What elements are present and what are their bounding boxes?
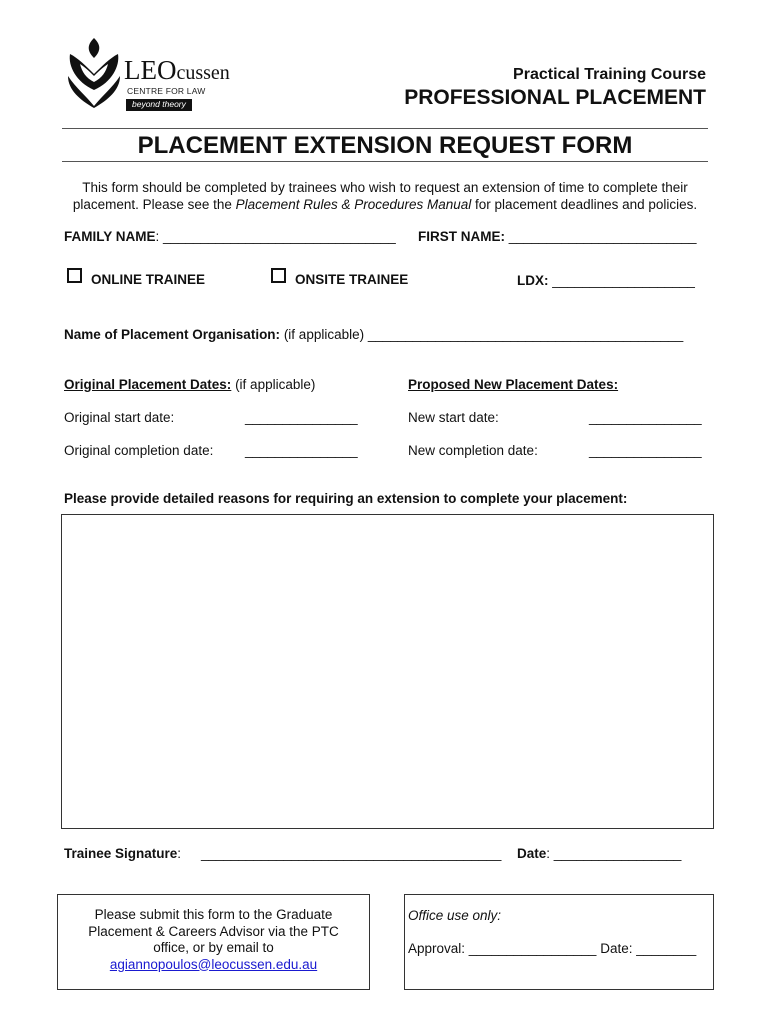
manual-title: Placement Rules & Procedures Manual: [235, 197, 472, 212]
first-name-label: FIRST NAME:: [418, 229, 505, 244]
office-use-title: Office use only:: [408, 908, 502, 923]
form-title: PLACEMENT EXTENSION REQUEST FORM: [137, 132, 633, 159]
submit-email-link[interactable]: agiannopoulos@leocussen.edu.au: [109, 956, 318, 972]
logo-leo: LEO: [124, 55, 177, 85]
signature-row: Trainee Signature:: [64, 846, 182, 861]
program-name: PROFESSIONAL PLACEMENT: [404, 86, 706, 109]
course-name: Practical Training Course: [513, 66, 706, 83]
logo-tagline-bar: [126, 99, 192, 111]
reasons-label: Please provide detailed reasons for requiring an extension to complete your placement:: [64, 491, 628, 506]
organisation-row: [64, 327, 683, 342]
first-name-row: [418, 229, 696, 244]
new-start-field[interactable]: _______________: [589, 410, 702, 425]
ldx-label: LDX:: [517, 273, 549, 288]
signature-field[interactable]: ________________________________________: [201, 846, 502, 861]
reasons-textarea[interactable]: [61, 514, 714, 829]
online-trainee-label: ONLINE TRAINEE: [91, 272, 206, 287]
office-approval-row: [408, 941, 696, 956]
office-use-box: [404, 894, 714, 990]
signature-label: Trainee Signature: [64, 846, 178, 861]
family-name-label: FAMILY NAME: [64, 229, 156, 244]
signature-date-label: Date: [517, 846, 547, 861]
signature-date-row: Date: _________________: [517, 846, 682, 861]
new-completion-label: New completion date:: [408, 443, 538, 458]
first-name-field[interactable]: _________________________: [508, 229, 697, 244]
new-completion-field[interactable]: _______________: [589, 443, 702, 458]
intro-line-2: placement. Please see the Placement Rules & Procedures Manual for placement deadlines and policies.: [72, 197, 698, 212]
submit-line-1: Please submit this form to the Graduate: [94, 907, 333, 922]
header-rule-top: [62, 128, 708, 129]
original-completion-field[interactable]: _______________: [245, 443, 358, 458]
original-start-label: Original start date:: [64, 410, 175, 425]
proposed-dates-heading: Proposed New Placement Dates:: [408, 377, 619, 392]
organisation-field[interactable]: __________________________________________: [367, 327, 684, 342]
logo-cussen: cussen: [176, 62, 230, 84]
organisation-label: Name of Placement Organisation:: [64, 327, 281, 342]
original-start-field[interactable]: _______________: [245, 410, 358, 425]
ldx-row: [517, 273, 695, 288]
original-dates-heading: Original Placement Dates: (if applicable): [64, 377, 316, 392]
family-name-field[interactable]: _______________________________: [163, 229, 396, 244]
logo: [64, 36, 244, 112]
onsite-trainee-label: ONSITE TRAINEE: [295, 272, 409, 287]
submit-instructions-box: [57, 894, 370, 990]
ldx-field[interactable]: ___________________: [552, 273, 695, 288]
intro-paragraph: [40, 179, 730, 213]
office-date-field[interactable]: ________: [636, 941, 697, 956]
original-completion-label: Original completion date:: [64, 443, 214, 458]
submit-line-2: Placement & Careers Advisor via the PTC: [88, 923, 339, 939]
onsite-trainee-checkbox[interactable]: [271, 268, 286, 283]
office-date-label: Date:: [596, 941, 637, 956]
organisation-note: (if applicable): [280, 327, 368, 342]
logo-tagline: beyond theory: [132, 99, 186, 109]
header-rule-bottom: [62, 161, 708, 162]
approval-label: Approval:: [408, 941, 469, 956]
logo-wordmark: [124, 56, 230, 87]
leo-cussen-emblem-icon: [64, 36, 124, 108]
logo-centre-text: CENTRE FOR LAW: [127, 86, 206, 96]
submit-line-3: office, or by email to: [153, 940, 274, 955]
online-trainee-checkbox[interactable]: [67, 268, 82, 283]
intro-line-1: This form should be completed by trainees who wish to request an extension of time to complete their: [82, 180, 688, 195]
family-name-row: FAMILY NAME: _______________________________: [64, 229, 396, 244]
approval-field[interactable]: _________________: [468, 941, 597, 956]
new-start-label: New start date:: [408, 410, 499, 425]
signature-date-field[interactable]: _________________: [553, 846, 682, 861]
